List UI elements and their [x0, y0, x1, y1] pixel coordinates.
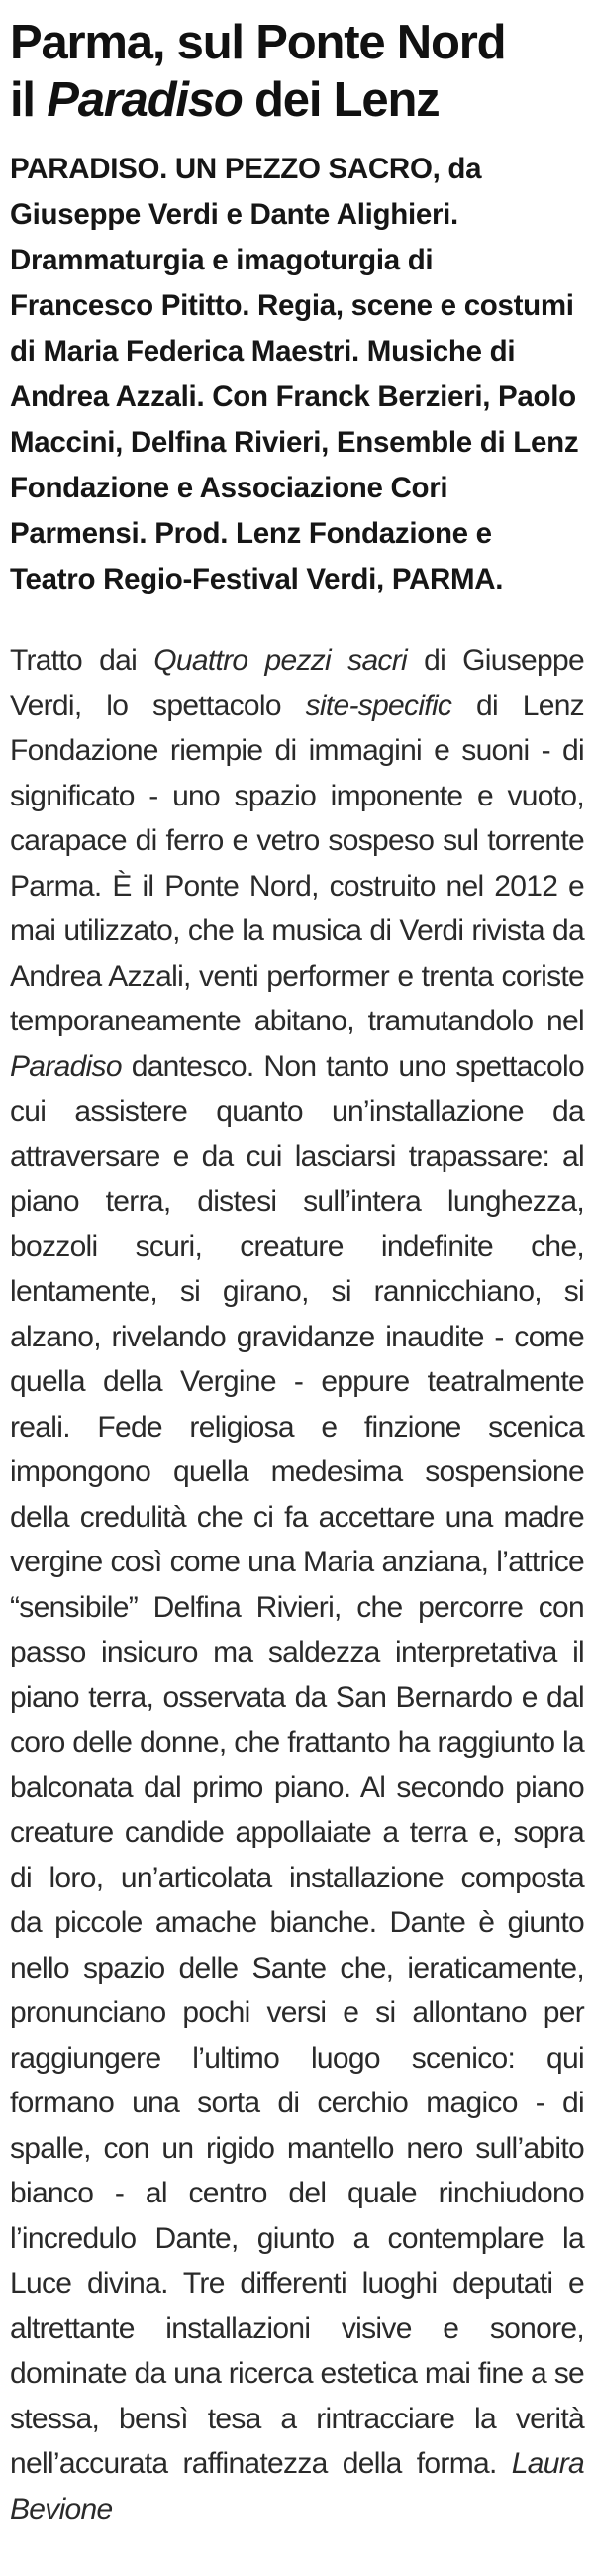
article-body	[10, 638, 584, 2531]
headline-line1: Parma, sul Ponte Nord	[10, 16, 506, 69]
author-byline: Laura Bevione	[10, 2447, 584, 2525]
production-credits: PARADISO. UN PEZZO SACRO, da Giuseppe Verdi e Dante Alighieri. Drammaturgia e imagoturgia di Francesco Pititto. Regia, scene e costumi di Maria Federica Maestri. Musiche di Andrea Azzali. Con Franck Berzieri, Paolo Maccini, Delfina Rivieri, Ensemble di Lenz Fondazione e Associazione Cori Parmensi. Prod. Lenz Fondazione e Teatro Regio-Festival Verdi, PARMA.	[10, 153, 579, 595]
headline-line2-start: il	[10, 73, 48, 127]
body-italic-work-title: Quattro pezzi sacri	[153, 644, 407, 677]
body-italic-term: site-specific	[305, 689, 452, 722]
headline-play-title: Paradiso	[47, 73, 243, 127]
headline	[10, 14, 584, 129]
body-text-part: Tratto dai	[10, 644, 154, 677]
headline-line2-end: dei Lenz	[242, 73, 440, 127]
body-text-part: di Giuseppe Verdi, lo spettacolo	[10, 644, 584, 722]
body-italic-play-title: Paradiso	[10, 1049, 122, 1083]
body-text-part: dantesco. Non tanto uno spettacolo cui assistere quanto un’installazione da attraversare e da cui lasciarsi trapassare: al piano terra, distesi sull’intera lunghezza, bozzoli scuri, creature indefinite che, lentamente, si girano, si rannicchiano, si alzano, rivelando gravidanze inaudite - come quella della Vergine - eppure teatralmente reali. Fede religiosa e finzione scenica impongono quella medesima sospensione della credulità che ci fa accettare una madre vergine così come una Maria anziana, l’attrice “sensibile” Delfina Rivieri, che percorre con passo insicuro ma saldezza interpretativa il piano terra, osservata da San Bernardo e dal coro delle donne, che frattanto ha raggiunto la balconata dal primo piano. Al secondo piano creature candide appollaiate a terra e, sopra di loro, un’articolata installazione composta da piccole amache bianche. Dante è giunto nello spazio delle Sante che, ieraticamente, pronunciano pochi versi e si allontano per raggiungere l’ultimo luogo scenico: qui formano una sorta di cerchio magico - di spalle, con un rigido mantello nero sull’abito bianco - al centro del quale rinchiudono l’incredulo Dante, giunto a contemplare la Luce divina. Tre differenti luoghi deputati e altrettante installazioni visive e sonore, dominate da una ricerca estetica mai fine a se stessa, bensì tesa a rintracciare la verità nell’accurata raffinatezza della forma.	[10, 1049, 584, 2480]
body-text-part: di Lenz Fondazione riempie di immagini e suoni - di significato - uno spazio imponente e vuoto, carapace di ferro e vetro sospeso sul torrente Parma. È il Ponte Nord, costruito nel 2012 e mai utilizzato, che la musica di Verdi rivista da Andrea Azzali, venti performer e trenta coriste temporaneamente abitano, tramutandolo nel	[10, 689, 584, 1037]
